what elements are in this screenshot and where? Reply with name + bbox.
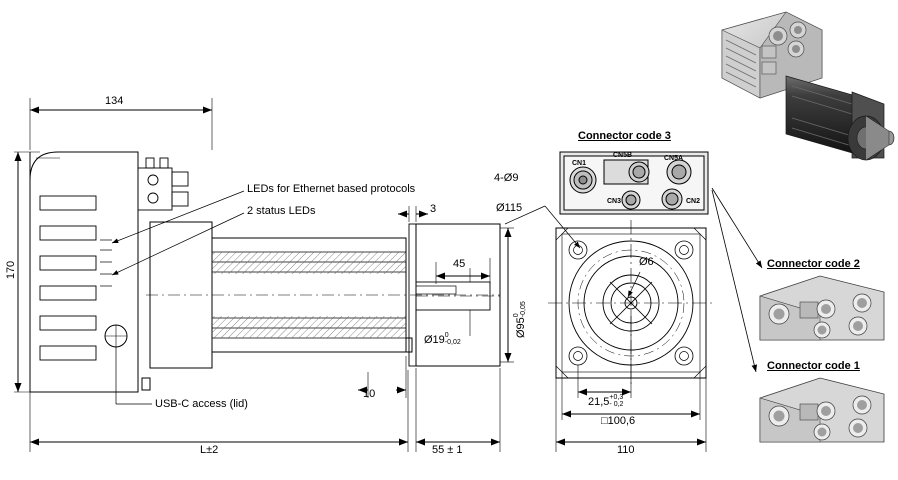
dim-label-shaft-diameter — [424, 330, 461, 348]
pilot-diameter-value: Ø95 — [515, 317, 527, 338]
front-square-body — [548, 220, 716, 388]
dim-label-21-5 — [588, 392, 623, 410]
shaft-tol-upper: 0 — [444, 331, 449, 339]
pilot-tol-upper: 0 — [512, 313, 520, 318]
dim-label-bolt-circle: Ø115 — [496, 202, 523, 214]
connector-label-cn5b: CN5B — [613, 152, 633, 159]
variant-connector-code-2 — [760, 276, 884, 340]
pilot-tol-lower: -0,05 — [519, 301, 527, 318]
tolerance-upper: +0,3 — [609, 393, 624, 401]
dim-label-pilot-diameter — [511, 301, 529, 338]
dim-label-3: 3 — [430, 203, 437, 215]
callout-leds-ethernet: LEDs for Ethernet based protocols — [247, 183, 416, 195]
tolerance-lower: - 0,2 — [609, 400, 624, 408]
shaft-diameter-value: Ø19 — [424, 334, 445, 346]
shaft-tol-lower: -0,02 — [444, 338, 461, 346]
front-view-title: Connector code 3 — [578, 130, 671, 142]
dim-label-134: 134 — [105, 95, 124, 107]
connector-label-cn5a: CN5A — [664, 155, 684, 162]
connector-label-cn1: CN1 — [572, 160, 587, 167]
variant-connector-code-1 — [760, 378, 884, 442]
dim-label-square-100-6: □100,6 — [601, 415, 636, 427]
dim-55 — [416, 368, 500, 452]
dim-label-170: 170 — [5, 260, 18, 280]
callout-usb-c: USB-C access (lid) — [155, 398, 248, 410]
variant-title-code-2: Connector code 2 — [767, 258, 860, 270]
connector-label-cn2: CN2 — [686, 198, 701, 205]
tolerance-value: 21,5 — [588, 396, 610, 408]
variant-title-code-1: Connector code 1 — [767, 360, 860, 372]
dim-label-10: 10 — [363, 388, 376, 400]
dim-label-4x-d9: 4-Ø9 — [494, 172, 519, 184]
dim-label-center-hole: Ø6 — [639, 256, 654, 268]
dim-3 — [398, 206, 428, 222]
product-3d-render — [722, 12, 894, 160]
dim-label-55: 55 ± 1 — [432, 444, 463, 456]
dim-d95 — [500, 228, 514, 362]
dim-label-110: 110 — [617, 444, 635, 456]
dim-label-length: L±2 — [200, 444, 219, 456]
connector-label-cn3: CN3 — [607, 198, 622, 205]
callout-status-leds: 2 status LEDs — [247, 205, 316, 217]
dim-label-45: 45 — [453, 258, 466, 270]
